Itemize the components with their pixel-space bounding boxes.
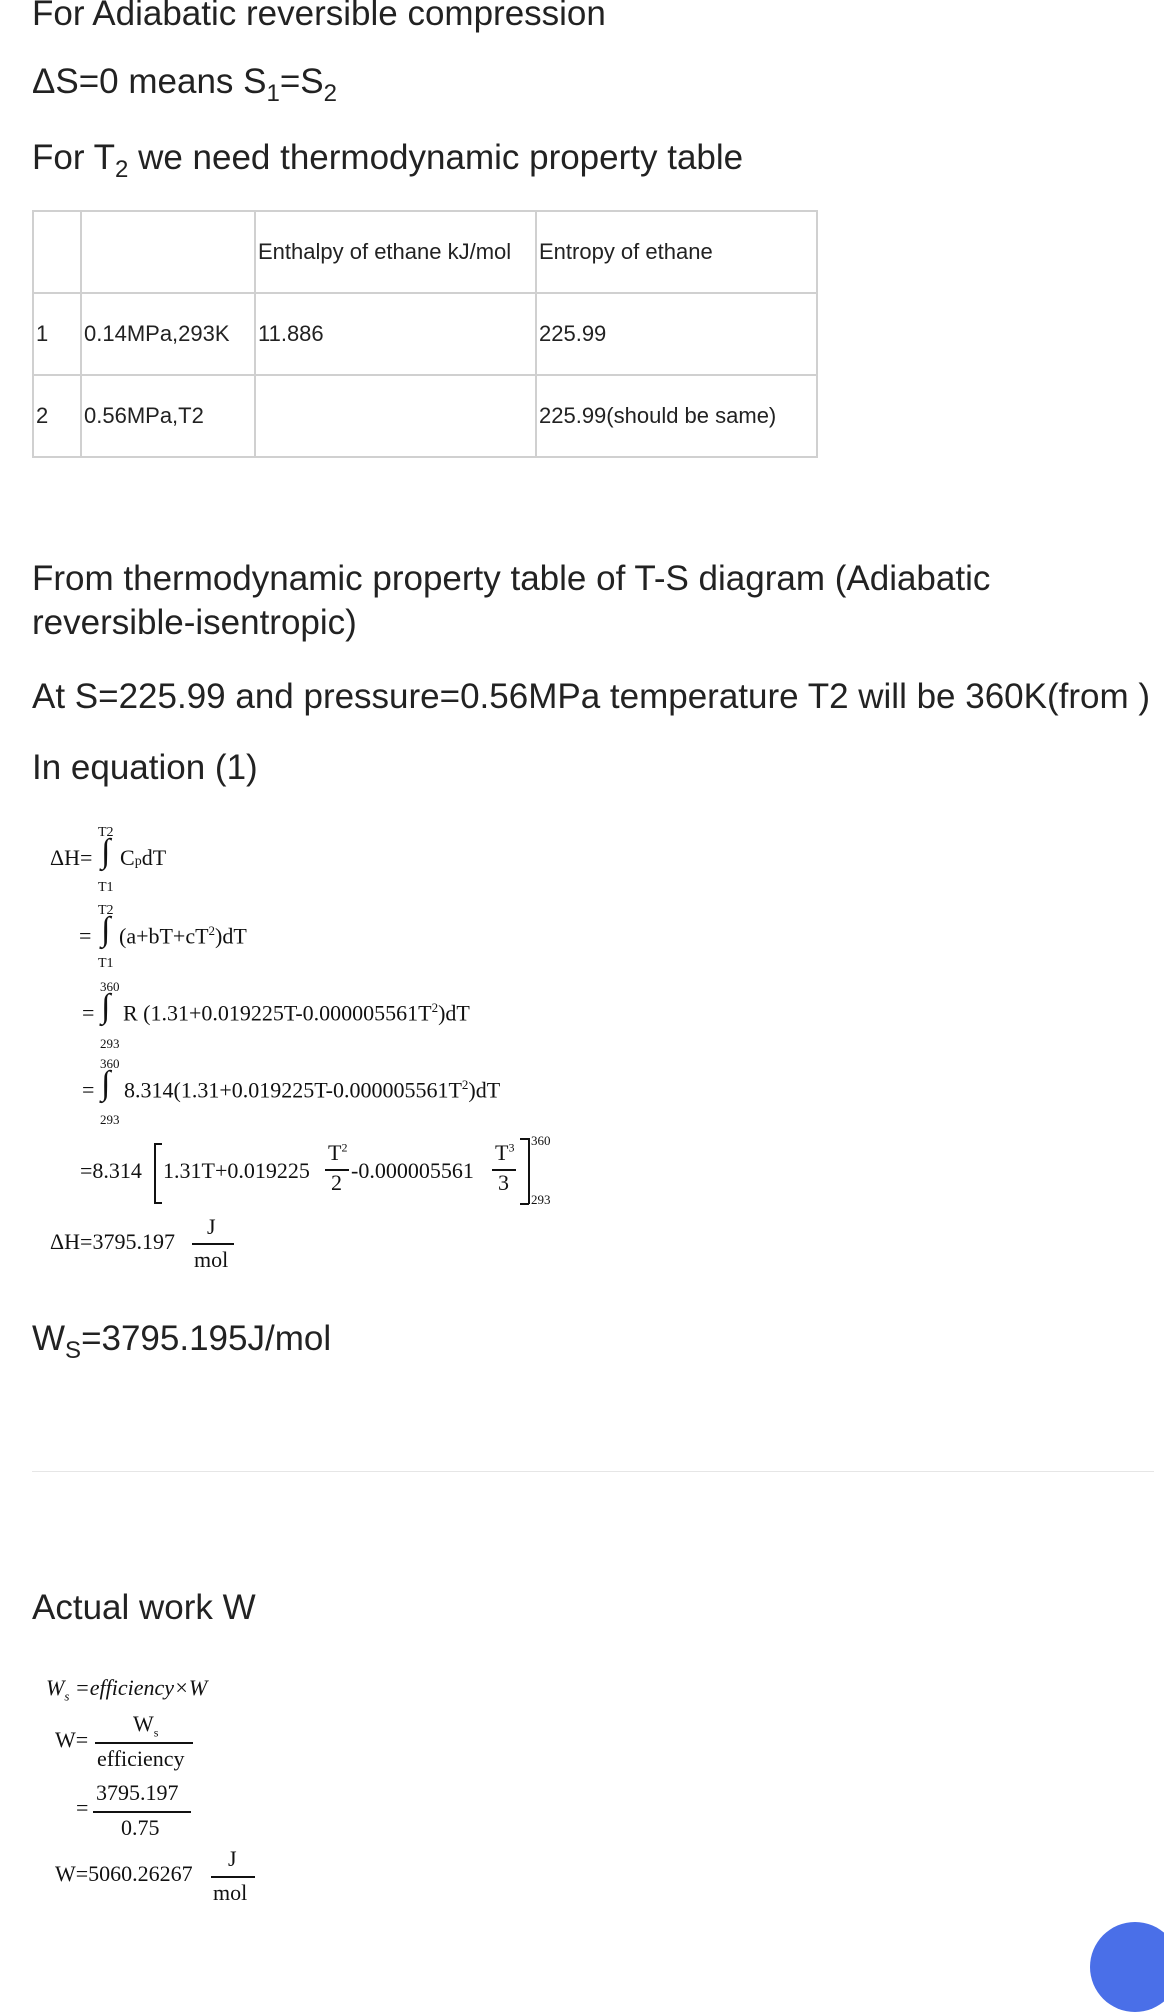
lower-limit: 293 <box>531 1192 551 1207</box>
table-header-row <box>33 211 817 293</box>
lower-limit: 293 <box>100 1036 120 1051</box>
efficiency-relation: $W_s$ =efficiency×W <box>46 1675 208 1704</box>
fraction-bar <box>192 1243 234 1245</box>
integral-sign: ∫ <box>101 988 111 1025</box>
integral-sign: ∫ <box>101 1065 111 1102</box>
equals-sign: = <box>76 1795 89 1820</box>
left-bracket-top <box>154 1143 162 1145</box>
enthalpy-result: ΔH=3795.197 <box>50 1229 175 1254</box>
fraction-denominator: 3 <box>498 1170 509 1195</box>
table-header-enthalpy: Enthalpy of ethane kJ/mol <box>255 211 536 293</box>
lower-limit: T1 <box>98 956 114 971</box>
table-cell <box>33 211 81 293</box>
fraction-bar <box>95 1742 193 1744</box>
table-row <box>33 293 817 375</box>
equation-ref-line: In equation (1) <box>32 748 258 787</box>
equals-sign: = <box>82 1000 95 1025</box>
upper-limit: T2 <box>98 825 114 840</box>
fraction-bar <box>93 1811 191 1813</box>
table-cell: 0.56MPa,T2 <box>81 375 255 457</box>
work-result: W=5060.26267 <box>55 1861 193 1886</box>
t2-result-line: At S=225.99 and pressure=0.56MPa temperature T2 will be 360K(from ) <box>32 677 1151 716</box>
lower-limit: T1 <box>98 880 114 895</box>
unit-denominator: mol <box>194 1247 229 1272</box>
fraction-bar <box>211 1876 255 1878</box>
table-cell: 11.886 <box>255 293 536 375</box>
table-header-entropy: Entropy of ethane <box>536 211 817 293</box>
unit-denominator: mol <box>213 1880 248 1905</box>
fraction-denominator: 2 <box>331 1170 342 1195</box>
isentropic-work-line: $W_S=3795.195J$/mol <box>32 1319 332 1364</box>
term-linear: 1.31T+0.019225 <box>163 1158 310 1183</box>
equals-sign: = <box>79 923 92 948</box>
right-bracket-top <box>520 1138 529 1140</box>
table-cell: 0.14MPa,293K <box>81 293 255 375</box>
heading-adiabatic-compression: For Adiabatic reversible compression <box>32 0 606 33</box>
table-cell: 1 <box>33 293 81 375</box>
fraction-numerator: $T^2$ <box>328 1140 348 1165</box>
w-lhs: W= <box>55 1727 89 1752</box>
property-table <box>32 210 818 458</box>
table-cell: 2 <box>33 375 81 457</box>
right-bracket <box>528 1138 530 1204</box>
left-bracket <box>154 1143 156 1203</box>
term-cubic: -0.000005561 <box>351 1158 474 1183</box>
table-cell <box>255 375 536 457</box>
actual-work-heading: Actual work W <box>32 1588 256 1627</box>
table-intro-line: For $T_2$ we need thermodynamic property table <box>32 138 744 183</box>
fraction-denominator: efficiency <box>97 1746 185 1771</box>
upper-limit: T2 <box>98 903 114 918</box>
table-cell <box>81 211 255 293</box>
integrand: $8.314(1.31+0.019225T-0.000005561T^2)dT$ <box>124 1077 501 1103</box>
right-bracket-bottom <box>520 1203 529 1205</box>
integral-sign: ∫ <box>101 833 111 870</box>
floating-action-button[interactable] <box>1090 1922 1164 2012</box>
constant-factor: =8.314 <box>80 1158 142 1183</box>
fraction-numerator: $T^3$ <box>495 1140 515 1165</box>
table-cell: 225.99 <box>536 293 817 375</box>
upper-limit: 360 <box>100 1056 120 1071</box>
unit-numerator: J <box>228 1846 237 1871</box>
lower-limit: 293 <box>100 1112 120 1127</box>
table-cell: 225.99(should be same) <box>536 375 817 457</box>
integrand: $(a+bT+cT^2)dT$ <box>119 923 247 949</box>
fraction-numerator: 3795.197 <box>96 1780 179 1805</box>
left-bracket-bottom <box>154 1202 162 1204</box>
dh-lhs: ΔH= <box>50 845 93 870</box>
upper-limit: 360 <box>100 979 120 994</box>
unit-numerator: J <box>207 1214 216 1239</box>
table-row <box>33 375 817 457</box>
upper-limit: 360 <box>531 1133 551 1148</box>
fraction-numerator: $W_s$ <box>133 1711 159 1740</box>
equals-sign: = <box>82 1077 95 1102</box>
integrand: CpdT <box>120 845 167 870</box>
ts-diagram-paragraph: From thermodynamic property table of T-S diagram (Adiabatic reversible-isentropic) <box>32 559 991 642</box>
integrand: R $(1.31+0.019225T-0.000005561T^2)dT$ <box>123 1000 470 1026</box>
integral-sign: ∫ <box>101 911 111 948</box>
fraction-denominator: 0.75 <box>121 1815 160 1840</box>
section-divider <box>32 1471 1154 1472</box>
entropy-condition: ΔS=0 means $S_1=S_2$ <box>32 62 337 107</box>
